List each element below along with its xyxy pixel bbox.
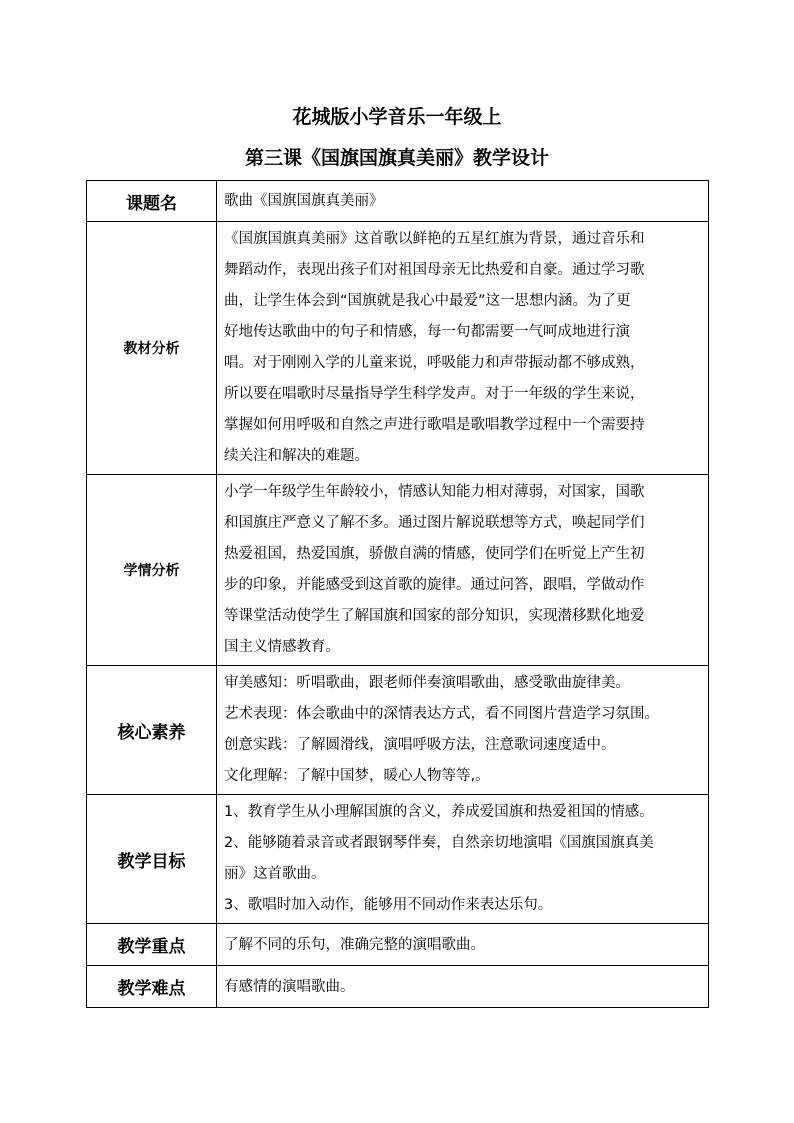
content-line: 有感情的演唱歌曲。 (224, 978, 355, 995)
content-line: 所以要在唱歌时尽量指导学生科学发声。对于一年级的学生来说， (224, 386, 645, 402)
content-line: 和国旗庄严意义了解不多。通过图片解说联想等方式，唤起同学们 (224, 515, 645, 531)
content-line: 曲，让学生体会到“国旗就是我心中最爱”这一思想内涵。为了更 (224, 293, 631, 309)
row-label: 教学重点 (87, 924, 217, 966)
content-line: 续关注和解决的难题。 (224, 448, 369, 464)
content-line: 小学一年级学生年龄较小，情感认知能力相对薄弱，对国家，国歌 (224, 484, 645, 500)
row-label: 核心素养 (87, 666, 217, 795)
content-line: 等课堂活动使学生了解国旗和国家的部分知识，实现潜移默化地爱 (224, 608, 645, 624)
content-line: 《国旗国旗真美丽》这首歌以鲜艳的五星红旗为背景，通过音乐和 (224, 231, 645, 247)
lesson-plan-table (86, 180, 709, 1008)
content-line: 了解不同的乐句，准确完整的演唱歌曲。 (224, 936, 485, 953)
content-line: 舞蹈动作，表现出孩子们对祖国母亲无比热爱和自豪。通过学习歌 (224, 262, 645, 278)
row-label: 教材分析 (87, 222, 217, 475)
document-title: 花城版小学音乐一年级上 (292, 106, 502, 128)
row-label: 课题名 (87, 181, 217, 222)
row-content (217, 666, 709, 795)
table-row-student-analysis (87, 475, 709, 666)
row-content (217, 966, 709, 1008)
content-line: 步的印象，并能感受到这首歌的旋律。通过问答，跟唱，学做动作 (224, 577, 645, 593)
table-row-difficult-points (87, 966, 709, 1008)
table-row-core-literacy (87, 666, 709, 795)
content-line: 热爱祖国，热爱国旗，骄傲自满的情感，使同学们在听觉上产生初 (224, 546, 645, 562)
content-line: 审美感知：听唱歌曲，跟老师伴奏演唱歌曲，感受歌曲旋律美。 (224, 675, 630, 691)
content-line: 艺术表现：体会歌曲中的深情表达方式，看不同图片营造学习氛围。 (224, 706, 659, 722)
row-content (217, 475, 709, 666)
table-row-teaching-goals (87, 795, 709, 924)
row-label: 学情分析 (87, 475, 217, 666)
document-subtitle: 第三课《国旗国旗真美丽》教学设计 (244, 147, 549, 169)
content-line: 创意实践：了解圆滑线，演唱呼吸方法，注意歌词速度适中。 (224, 737, 616, 753)
row-content (217, 181, 709, 222)
content-line: 掌握如何用呼吸和自然之声进行歌唱是歌唱教学过程中一个需要持 (224, 417, 645, 433)
row-content (217, 924, 709, 966)
row-content (217, 795, 709, 924)
table-row-material-analysis (87, 222, 709, 475)
content-line: 丽》这首歌曲。 (224, 866, 326, 882)
content-line: 文化理解：了解中国梦，暖心人物等等,。 (224, 768, 490, 784)
content-line: 好地传达歌曲中的句子和情感，每一句都需要一气呵成地进行演 (224, 324, 630, 340)
table-row-topic (87, 181, 709, 222)
row-content (217, 222, 709, 475)
content-line: 2、能够随着录音或者跟钢琴伴奏，自然亲切地演唱《国旗国旗真美 (224, 835, 654, 851)
content-line: 唱。对于刚刚入学的儿童来说，呼吸能力和声带振动都不够成熟， (224, 355, 645, 371)
row-label: 教学难点 (87, 966, 217, 1008)
content-line: 1、教育学生从小理解国旗的含义，养成爱国旗和热爱祖国的情感。 (224, 804, 654, 820)
content-line: 3、歌唱时加入动作，能够用不同动作来表达乐句。 (224, 897, 553, 913)
table-row-key-points (87, 924, 709, 966)
content-line: 国主义情感教育。 (224, 639, 340, 655)
content-line: 歌曲《国旗国旗真美丽》 (224, 193, 384, 209)
row-label: 教学目标 (87, 795, 217, 924)
